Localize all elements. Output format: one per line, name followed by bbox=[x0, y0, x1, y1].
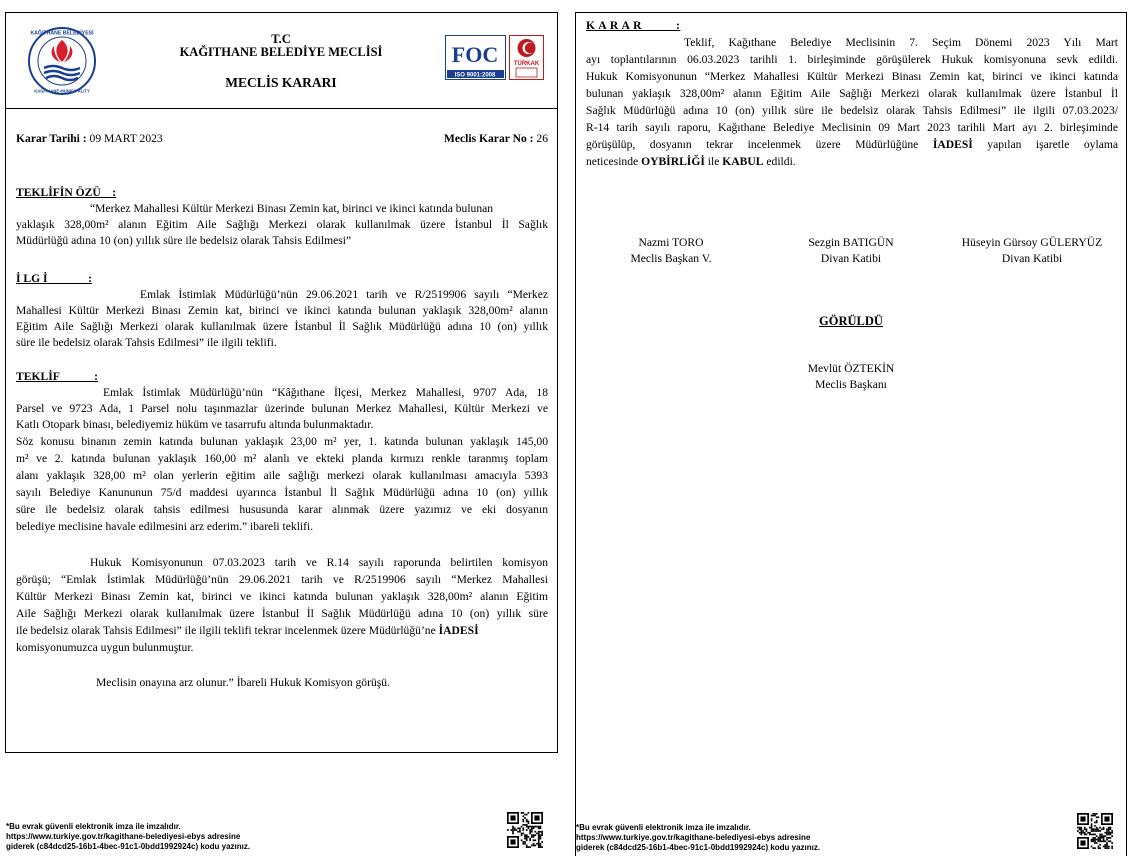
teklif-line-6: alanı yaklaşık 328,00 m² olan yerlerin eğitim aile sağlığı merkezi olarak kullanılması amacıyla 5393 bbox=[16, 469, 548, 482]
cert-turkak-text: TÜRKAK bbox=[513, 61, 540, 67]
header-org: KAĞITHANE BELEDİYE MECLİSİ bbox=[179, 45, 383, 59]
karar-ile: ile bbox=[704, 155, 723, 168]
decision-page-2 bbox=[575, 12, 1127, 856]
karar-iadesi: İADESİ bbox=[932, 138, 973, 151]
hukuk-line-6: komisyonumuzca uygun bulunmuştur. bbox=[16, 641, 194, 654]
signature-block bbox=[942, 235, 1122, 267]
teklif-heading: TEKLİF : bbox=[16, 370, 99, 383]
ilgi-heading: İ LG İ : bbox=[16, 272, 93, 285]
hukuk-line-2: görüşü; “Emlak İstimlak Müdürlüğü’nün 29.06.2021 tarih ve R/2519906 sayılı “Merkez Mahallesi bbox=[16, 573, 548, 586]
karar-kabul: KABUL bbox=[722, 155, 764, 168]
teklif-line-9: belediye meclisine havale edilmesini arz ederim.” ibareli teklifi. bbox=[16, 520, 314, 533]
karar-line-4: bulunan yaklaşık 328,00m² alanın Eğitim Aile Sağlığı Merkezi olarak kullanılmak üzere İstanbul İl bbox=[586, 87, 1118, 100]
hukuk-line-5 bbox=[16, 623, 548, 639]
karar-line-5: Sağlık Müdürlüğü adına 10 (on) yıllık süre ile bedelsiz olarak Tahsis Edilmesi” ile ilgili 07.03.2023/ bbox=[586, 104, 1118, 117]
decision-date bbox=[16, 131, 316, 147]
hukuk-line-1: Hukuk Komisyonunun 07.03.2023 tarih ve R.14 sayılı raporunda belirtilen komisyon bbox=[90, 556, 548, 569]
teklif-line-2: Parsel ve 9723 Ada, 1 Parsel nolu taşınmazlar üzerinde bulunan Merkez Mahallesi, Kültür Merkezi ve bbox=[16, 402, 548, 415]
page2-qr-code bbox=[1077, 813, 1113, 849]
karar-line-7 bbox=[586, 137, 1118, 153]
decision-date-value: 09 MART 2023 bbox=[86, 132, 163, 145]
karar-oybirligi: OYBİRLİĞİ bbox=[641, 155, 705, 168]
cert-iso-text: ISO 9001:2008 bbox=[454, 72, 496, 79]
ilgi-line-3: Eğitim Aile Sağlığı Merkezi olarak kullanılmak üzere İstanbul İl Sağlık Müdürlüğü adına 10 (on) yıllık bbox=[16, 320, 548, 333]
hukuk-line-4: Aile Sağlığı Merkezi olarak kullanılmak üzere İstanbul İl Sağlık Müdürlüğü adına 10 (on) yıllık süre bbox=[16, 607, 548, 620]
hukuk-line-3: Kültür Merkezi Binası Zemin kat, birinci ve ikinci katında bulunan yaklaşık 328,00m² alanın Eğitim bbox=[16, 590, 548, 603]
mayor-name: Mevlüt ÖZTEKİN bbox=[807, 362, 895, 375]
hukuk-line-5-text: ile bedelsiz olarak Tahsis Edilmesi” ile ilgili teklifi tekrar incelenmek üzere Müdürlüğü’ne bbox=[16, 624, 439, 637]
signature-block bbox=[766, 235, 936, 267]
goruldu-heading: GÖRÜLDÜ bbox=[819, 314, 883, 328]
ozu-line-2: yaklaşık 328,00m² alanın Eğitim Aile Sağlığı Merkezi olarak kullanılmak üzere İstanbul İl Sağlık bbox=[16, 218, 548, 231]
page2-esign-footer bbox=[576, 823, 876, 853]
ozu-line-1: “Merkez Mahallesi Kültür Merkezi Binası Zemin kat, birinci ve ikinci katında bulunan bbox=[90, 202, 494, 215]
decision-number-label: Meclis Karar No : bbox=[443, 132, 534, 145]
ozu-line-3: Müdürlüğü adına 10 (on) yıllık süre ile bedelsiz olarak Tahsis Edilmesi” bbox=[16, 234, 352, 247]
karar-line-2: ayı toplantılarının 06.03.2023 tarihli 1. birleşiminde görüşülerek Hukuk komisyonuna sevk edildi. bbox=[586, 53, 1118, 66]
hukuk-closing: Meclisin onayına arz olunur.” İbareli Hukuk Komisyon görüşü. bbox=[96, 676, 390, 689]
karar-line-8 bbox=[586, 154, 1118, 170]
municipality-logo bbox=[27, 26, 97, 96]
karar-line-3: Hukuk Komisyonunun “Merkez Mahallesi Kültür Merkezi Binası Zemin kat, birinci ve ikinci katında bbox=[586, 70, 1118, 83]
karar-last-pre: neticesinde bbox=[586, 155, 642, 168]
decision-number bbox=[306, 131, 548, 147]
header-divider bbox=[6, 108, 557, 109]
karar-heading: K A R A R : bbox=[586, 19, 681, 32]
mayor-signature bbox=[751, 361, 951, 393]
page1-esign-footer bbox=[6, 822, 306, 852]
cert-foc-text: FOC bbox=[451, 42, 499, 67]
page2-footer-line-3: giderek (c84dcd25-16b1-4bec-91c1-0bdd1992924c) kodu yazınız. bbox=[576, 843, 821, 852]
ozu-heading: TEKLİFİN ÖZÜ : bbox=[16, 186, 117, 199]
signature-title: Meclis Başkan V. bbox=[630, 252, 712, 265]
page1-footer-line-3: giderek (c84dcd25-16b1-4bec-91c1-0bdd1992924c) kodu yazınız. bbox=[6, 842, 251, 851]
page1-footer-line-1: *Bu evrak güvenli elektronik imza ile imzalıdır. bbox=[6, 822, 181, 831]
page2-footer-line-2: https://www.turkiye.gov.tr/kagithane-belediyesi-ebys adresine bbox=[576, 833, 811, 842]
signature-name: Sezgin BATIGÜN bbox=[808, 236, 894, 249]
ilgi-line-4: süre ile bedelsiz olarak Tahsis Edilmesi” ile ilgili teklifi. bbox=[16, 336, 277, 349]
karar-after-iadesi: yapılan işaretle oylama bbox=[972, 138, 1119, 151]
page1-footer-line-2: https://www.turkiye.gov.tr/kagithane-belediyesi-ebys adresine bbox=[6, 832, 241, 841]
teklif-line-5: m² ve 2. katında bulunan yaklaşık 160,00 m² alanlı ve ekteki planda kırmızı renkle taranmış toplam bbox=[16, 452, 548, 465]
karar-line-7-text: görüşülüp, dosyanın tekrar incelenmek üzere Müdürlüğüne bbox=[586, 138, 933, 151]
decision-number-value: 26 bbox=[533, 132, 548, 145]
hukuk-iadesi: İADESİ bbox=[438, 624, 479, 637]
page2-footer-line-1: *Bu evrak güvenli elektronik imza ile imzalıdır. bbox=[576, 823, 751, 832]
signature-block bbox=[586, 235, 756, 267]
signature-title: Divan Katibi bbox=[820, 252, 882, 265]
karar-line-1: Teklif, Kağıthane Belediye Meclisinin 7. Seçim Dönemi 2023 Yılı Mart bbox=[684, 36, 1118, 49]
teklif-line-4: Söz konusu binanın zemin katında bulunan yaklaşık 23,00 m² yer, 1. katında bulunan yaklaşık 145,00 bbox=[16, 435, 548, 448]
mayor-title: Meclis Başkanı bbox=[815, 378, 887, 391]
signature-name: Nazmi TORO bbox=[638, 236, 704, 249]
certification-logos bbox=[445, 35, 545, 81]
teklif-line-7: sayılı Belediye Kanununun 75/d maddesi uyarınca İstanbul İl Sağlık Müdürlüğü adına 10 (on) yıllık bbox=[16, 486, 548, 499]
page1-qr-code bbox=[507, 812, 543, 848]
logo-text-bottom: KAĞITHANE MUNICIPALITY bbox=[34, 88, 90, 94]
header-tc: T.C bbox=[271, 32, 291, 46]
decision-date-label: Karar Tarihi : bbox=[16, 132, 87, 145]
signature-name: Hüseyin Gürsoy GÜLERYÜZ bbox=[961, 236, 1103, 249]
ilgi-line-1: Emlak İstimlak Müdürlüğü’nün 29.06.2021 tarih ve R/2519906 sayılı “Merkez bbox=[140, 288, 548, 301]
teklif-line-8: süre ile bedelsiz olarak tahsis edilmesi hususunda karar alınmak üzere yazımız ve eki dosyanın bbox=[16, 503, 548, 516]
teklif-line-1: Emlak İstimlak Müdürlüğü’nün “Kâğıthane İlçesi, Merkez Mahallesi, 9707 Ada, 18 bbox=[103, 386, 548, 399]
ilgi-line-2: Mahallesi Kültür Merkezi Binası Zemin kat, birinci ve ikinci katında bulunan yaklaşık 328,00m² alanın bbox=[16, 304, 548, 317]
karar-edildi: edildi. bbox=[763, 155, 796, 168]
teklif-line-3: Katlı Otopark binası, belediyemiz hüküm ve tasarrufu altında bulunmaktadır. bbox=[16, 418, 374, 431]
decision-page-1 bbox=[5, 12, 558, 753]
page-title: MECLİS KARARI bbox=[225, 75, 337, 90]
karar-line-6: R-14 tarih sayılı raporu, Kağıthane Belediye Meclisinin 09 Mart 2023 tarihli Mart ayı 2. birleşiminde bbox=[586, 121, 1118, 134]
logo-text-top: KAĞITHANE BELEDİYESİ bbox=[30, 30, 94, 37]
signature-title: Divan Katibi bbox=[1001, 252, 1063, 265]
